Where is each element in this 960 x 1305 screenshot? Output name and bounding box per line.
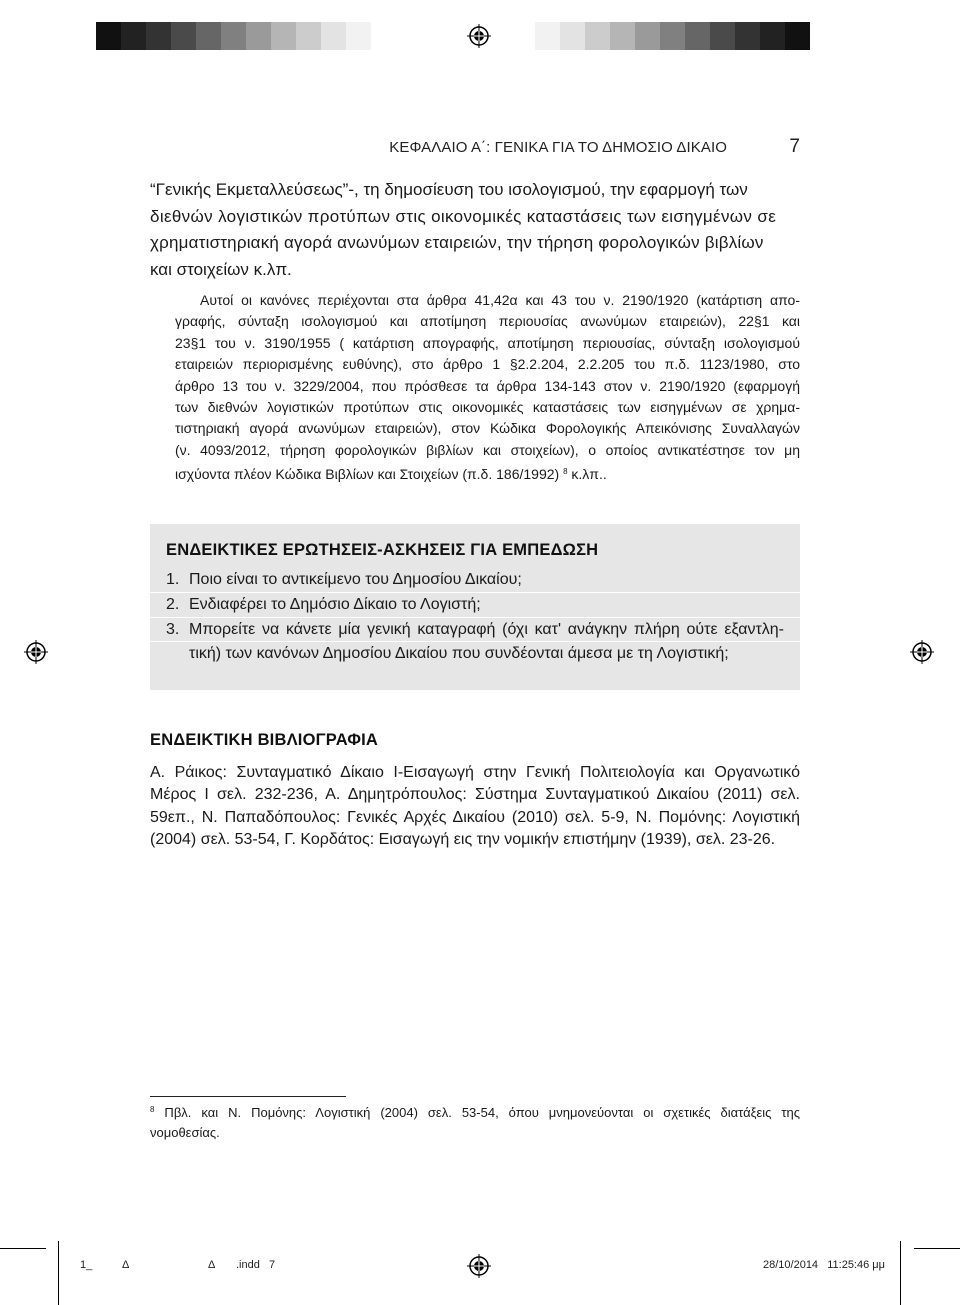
color-swatch bbox=[560, 22, 585, 50]
question-item bbox=[150, 618, 800, 666]
question-text: Ποιο είναι το αντικείμενο του Δημοσίου Δικαίου; bbox=[189, 571, 522, 588]
text-line: 23§1 του ν. 3190/1955 ( κατάρτιση απογραφής, αποτίμηση περιουσίας, σύνταξη ισολογισμού bbox=[175, 334, 800, 351]
text-line: νομοθεσίας. bbox=[150, 1125, 220, 1140]
color-swatch bbox=[296, 22, 321, 50]
text-line: (ν. 4093/2012, τήρηση φορολογικών βιβλίων και στοιχείων), ο οποίος αντικατέστησε τον μη bbox=[175, 441, 800, 458]
color-swatch bbox=[271, 22, 296, 50]
color-swatch bbox=[71, 22, 96, 50]
text-line bbox=[150, 1100, 800, 1123]
question-text: τική) των κανόνων Δημοσίου Δικαίου που συνδέονται άμεσα με τη Λογιστική; bbox=[189, 645, 729, 662]
text-line: εταιρειών περιορισμένης ευθύνης), στο άρθρο 1 §2.2.204, 2.2.205 του π.δ. 1123/1980, στο bbox=[175, 356, 800, 373]
question-item bbox=[150, 593, 800, 617]
review-questions-box bbox=[150, 524, 800, 690]
footnote-marker: 8 bbox=[150, 1105, 155, 1114]
color-bar-left bbox=[71, 22, 396, 50]
text-line: γραφής, σύνταξη ισολογισμού και αποτίμηση περιουσίας ανωνύμων εταιρειών), 22§1 και bbox=[175, 313, 800, 330]
crop-mark bbox=[900, 1241, 901, 1305]
running-header bbox=[0, 138, 800, 160]
text-line: των διεθνών λογιστικών προτύπων στις οικονομικές καταστάσεις των εισηγμένων σε χρημα- bbox=[175, 399, 800, 416]
text-line: και στοιχείων κ.λπ. bbox=[150, 259, 292, 279]
footnote-rule bbox=[150, 1096, 346, 1097]
registration-mark-right-icon bbox=[910, 640, 934, 664]
questions-box-title: ΕΝΔΕΙΚΤΙΚΕΣ ΕΡΩΤΗΣΕΙΣ-ΑΣΚΗΣΕΙΣ ΓΙΑ ΕΜΠΕΔΩΣΗ bbox=[166, 541, 599, 559]
text-line: 59επ., Ν. Παπαδόπουλος: Γενικές Αρχές Δικαίου (2010) σελ. 5-9, Ν. Πομόνης: Λογιστική bbox=[150, 808, 800, 826]
crop-mark bbox=[58, 1241, 59, 1305]
color-bar-right bbox=[510, 22, 810, 50]
color-swatch bbox=[171, 22, 196, 50]
question-number: 3. bbox=[166, 621, 180, 638]
text-line: διεθνών λογιστικών προτύπων στις οικονομικές καταστάσεις των εισηγμένων σε bbox=[150, 206, 777, 226]
text-line: άρθρο 13 του ν. 3229/2004, που πρόσθεσε τα άρθρα 134-143 στον ν. 2190/1920 (εφαρμογή bbox=[175, 377, 800, 394]
questions-list bbox=[150, 568, 800, 666]
text-line: Μέρος Ι σελ. 232-236, Α. Δημητρόπουλος: Σύστημα Συνταγματικού Δικαίου (2011) σελ. bbox=[150, 786, 800, 804]
color-swatch bbox=[585, 22, 610, 50]
question-text: Μπορείτε να κάνετε μία γενική καταγραφή (όχι κατ' ανάγκην πλήρη ούτε εξαντλη- bbox=[189, 621, 784, 638]
text-line: Αυτοί οι κανόνες περιέχονται στα άρθρα 41,42α και 43 του ν. 2190/1920 (κατάρτιση απο- bbox=[200, 292, 800, 308]
registration-mark-top-icon bbox=[467, 24, 491, 48]
chapter-title: ΚΕΦΑΛΑΙΟ Α΄: ΓΕΝΙΚΑ ΓΙΑ ΤΟ ΔΗΜΟΣΙΟ ΔΙΚΑΙΟ bbox=[389, 139, 727, 156]
slug-indd: .indd 7 bbox=[236, 1259, 276, 1271]
question-number: 1. bbox=[166, 571, 180, 588]
intro-paragraph bbox=[150, 177, 800, 283]
color-swatch bbox=[321, 22, 346, 50]
question-text: Ενδιαφέρει το Δημόσιο Δίκαιο το Λογιστή; bbox=[189, 596, 481, 613]
color-swatch bbox=[346, 22, 371, 50]
color-swatch bbox=[246, 22, 271, 50]
question-item bbox=[150, 568, 800, 592]
bibliography-title: ΕΝΔΕΙΚΤΙΚΗ ΒΙΒΛΙΟΓΡΑΦΙΑ bbox=[150, 731, 379, 749]
text-line: Α. Ράικος: Συνταγματικό Δίκαιο Ι-Εισαγωγή στην Γενική Πολιτειολογία και Οργανωτικό bbox=[150, 764, 800, 781]
text-line: τιστηριακή αγορά ανωνύμων εταιρειών), στον Κώδικα Φορολογικής Απεικόνισης Συναλλαγών bbox=[175, 420, 800, 437]
slug-datetime: 28/10/2014 11:25:46 μμ bbox=[763, 1259, 885, 1271]
registration-mark-bottom-icon bbox=[467, 1254, 491, 1278]
color-swatch bbox=[221, 22, 246, 50]
color-swatch bbox=[96, 22, 121, 50]
text-fragment: ισχύοντα πλέον Κώδικα Βιβλίων και Στοιχείων (π.δ. 186/1992) bbox=[175, 466, 560, 483]
color-swatch bbox=[146, 22, 171, 50]
color-swatch bbox=[635, 22, 660, 50]
footnote bbox=[150, 1100, 800, 1143]
color-swatch bbox=[785, 22, 810, 50]
color-swatch bbox=[535, 22, 560, 50]
crop-mark bbox=[0, 1248, 46, 1249]
text-line-last bbox=[175, 461, 800, 485]
slug-delta: Δ bbox=[208, 1259, 216, 1271]
bibliography-text bbox=[150, 762, 800, 852]
slug-delta: Δ bbox=[122, 1259, 130, 1271]
slug-filename: 1_ bbox=[80, 1259, 93, 1271]
color-swatch bbox=[685, 22, 710, 50]
text-fragment: Πβλ. και Ν. Πομόνης: Λογιστική (2004) σελ. 53-54, όπου μνημονεύονται οι σχετικές διατάξεις της bbox=[154, 1105, 800, 1120]
color-swatch bbox=[710, 22, 735, 50]
text-line: χρηματιστηριακή αγορά ανωνύμων εταιρειών, την τήρηση φορολογικών βιβλίων bbox=[150, 233, 764, 252]
footnote-reference: 8 bbox=[563, 467, 568, 477]
color-swatch bbox=[660, 22, 685, 50]
color-swatch bbox=[735, 22, 760, 50]
crop-mark bbox=[914, 1248, 960, 1249]
color-swatch bbox=[610, 22, 635, 50]
color-swatch bbox=[760, 22, 785, 50]
color-swatch bbox=[121, 22, 146, 50]
text-line: “Γενικής Εκμεταλλεύσεως”-, τη δημοσίευση του ισολογισμού, την εφαρμογή των bbox=[150, 180, 748, 199]
text-line: (2004) σελ. 53-54, Γ. Κορδάτος: Εισαγωγή εις την νομικήν επιστήμην (1939), σελ. 23-26. bbox=[150, 831, 776, 849]
color-swatch bbox=[371, 22, 396, 50]
color-swatch bbox=[510, 22, 535, 50]
color-swatch bbox=[196, 22, 221, 50]
detail-paragraph bbox=[175, 290, 800, 486]
registration-mark-left-icon bbox=[24, 640, 48, 664]
text-fragment: κ.λπ.. bbox=[567, 466, 607, 483]
question-number: 2. bbox=[166, 596, 180, 613]
page-number: 7 bbox=[789, 136, 800, 157]
